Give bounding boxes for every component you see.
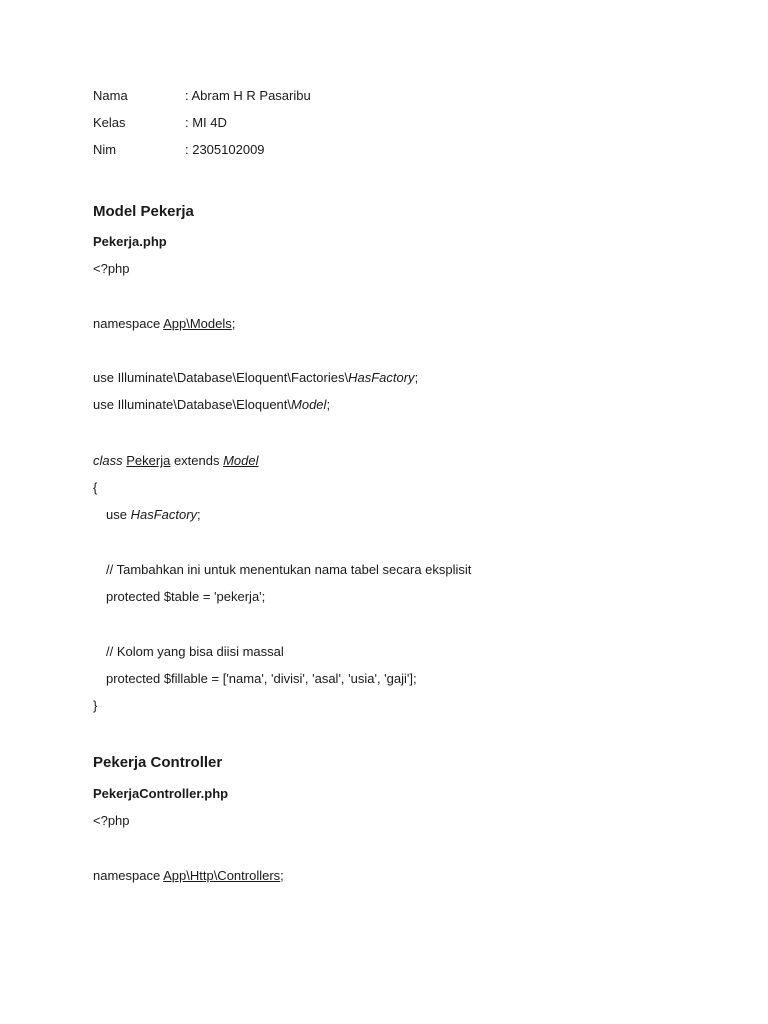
use-trait-line xyxy=(106,507,201,523)
ns-value: App\Models xyxy=(163,316,232,331)
comment-table: // Tambahkan ini untuk menentukan nama tabel secara eksplisit xyxy=(106,562,472,577)
controller-php-open: <?php xyxy=(93,813,130,828)
class-name: Pekerja xyxy=(126,453,171,468)
ctrl-ns-value: App\Http\Controllers xyxy=(163,868,281,883)
use2-prefix: use Illuminate\Database\Eloquent\ xyxy=(93,397,292,412)
ns-end: ; xyxy=(231,316,236,331)
ns-keyword: namespace xyxy=(93,316,164,331)
use2-end: ; xyxy=(326,397,331,412)
extends-class: Model xyxy=(223,453,259,468)
open-brace: { xyxy=(93,480,98,495)
model-filename: Pekerja.php xyxy=(93,234,167,249)
nama-value: : Abram H R Pasaribu xyxy=(185,88,311,103)
nim-label: Nim xyxy=(93,142,117,157)
ctrl-ns-end: ; xyxy=(280,868,284,883)
use1-end: ; xyxy=(414,370,419,385)
use-model-line xyxy=(93,397,330,413)
use-trait-end: ; xyxy=(197,507,201,522)
class-keyword: class xyxy=(93,453,123,468)
kelas-value: : MI 4D xyxy=(185,115,227,130)
extends-keyword: extends xyxy=(170,453,224,468)
controller-heading: Pekerja Controller xyxy=(93,754,223,771)
kelas-label: Kelas xyxy=(93,115,126,130)
comment-fillable: // Kolom yang bisa diisi massal xyxy=(106,644,284,659)
use-trait-name: HasFactory xyxy=(130,507,198,522)
use-trait-prefix: use xyxy=(106,507,131,522)
class-declaration-line xyxy=(93,453,259,469)
fillable-line: protected $fillable = ['nama', 'divisi', 'asal', 'usia', 'gaji']; xyxy=(106,671,417,686)
use1-prefix: use Illuminate\Database\Eloquent\Factories\ xyxy=(93,370,349,385)
nim-value: : 2305102009 xyxy=(185,142,265,157)
model-php-open: <?php xyxy=(93,261,130,276)
use-hasfactory-line xyxy=(93,370,418,386)
controller-namespace-line xyxy=(93,868,284,884)
use1-class: HasFactory xyxy=(348,370,415,385)
model-heading: Model Pekerja xyxy=(93,203,194,220)
model-namespace-line xyxy=(93,316,235,332)
close-brace: } xyxy=(93,698,98,713)
nama-label: Nama xyxy=(93,88,128,103)
ctrl-ns-keyword: namespace xyxy=(93,868,164,883)
controller-filename: PekerjaController.php xyxy=(93,786,229,801)
table-line: protected $table = 'pekerja'; xyxy=(106,589,266,604)
use2-class: Model xyxy=(291,397,327,412)
